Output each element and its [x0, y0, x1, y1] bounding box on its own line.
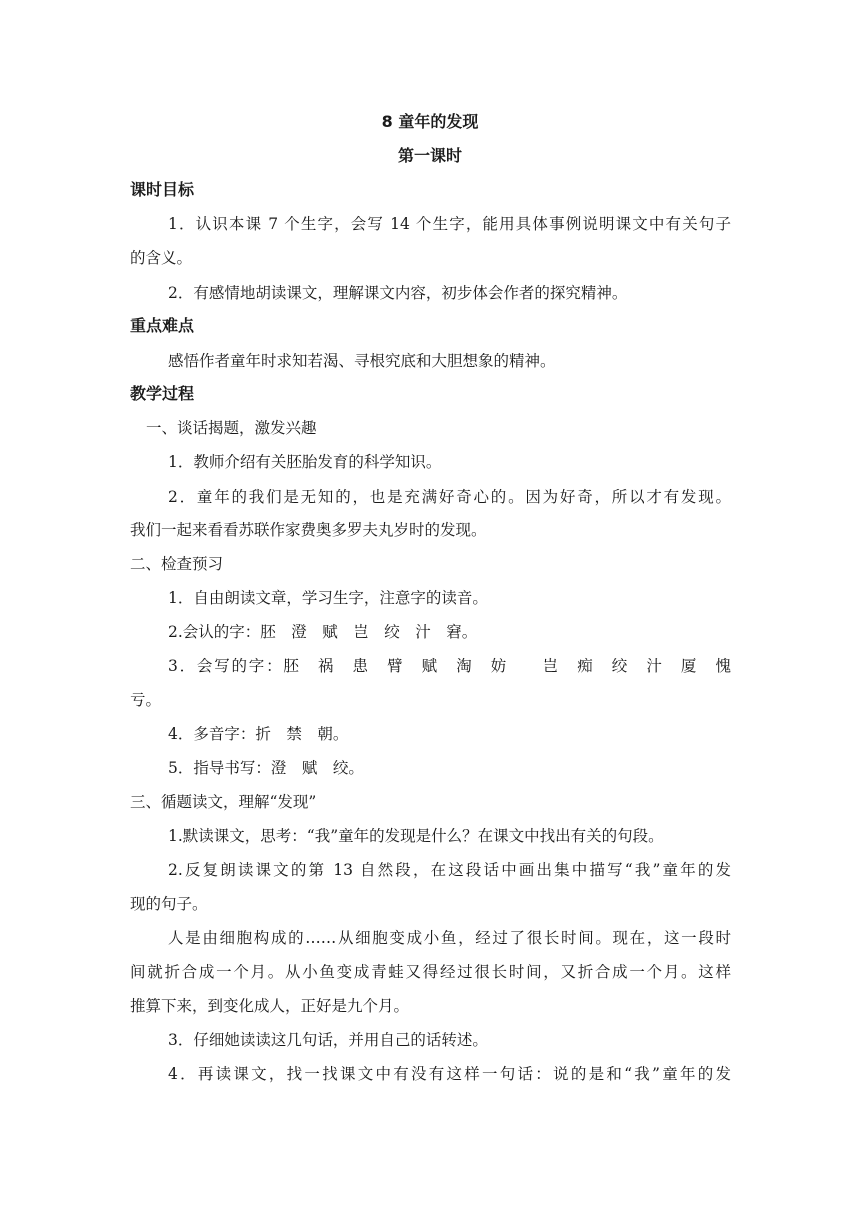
section-2-title: 二、检查预习: [130, 555, 224, 573]
key-points-text: 感悟作者童年时求知若渴、寻根究底和大胆想象的精神。: [168, 352, 556, 370]
key-points-heading: 重点难点: [130, 316, 195, 335]
goals-heading: 课时目标: [130, 180, 195, 199]
section-3-item-2-line-2: 现的句子。: [130, 895, 208, 913]
document-subtitle: 第一课时: [397, 146, 462, 165]
goal-item-1-line-2: 的含义。: [130, 249, 193, 267]
section-1-title: 一、谈话揭题，激发兴趣: [146, 419, 317, 437]
section-1-item-2-line-1: 2．童年的我们是无知的，也是充满好奇心的。因为好奇，所以才有发现。: [168, 488, 731, 506]
quote-line-2: 间就折合成一个月。从小鱼变成青蛙又得经过很长时间，又折合成一个月。这样: [130, 963, 731, 981]
section-1-item-2-line-2: 我们一起来看看苏联作家费奥多罗夫丸岁时的发现。: [130, 521, 487, 539]
section-2-item-1: 1．自由朗读文章，学习生字，注意字的读音。: [168, 589, 488, 607]
section-3-item-1: 1.默读课文，思考：“我”童年的发现是什么？在课文中找出有关的句段。: [168, 827, 664, 845]
section-3-item-2-line-1: 2.反复朗读课文的第 13 自然段，在这段话中画出集中描写“我”童年的发: [168, 861, 731, 879]
goal-item-1-line-1: 1．认识本课 7 个生字，会写 14 个生字，能用具体事例说明课文中有关句子: [168, 215, 731, 233]
document-title: 8 童年的发现: [381, 112, 479, 131]
section-3-title: 三、循题读文，理解“发现”: [130, 793, 317, 811]
process-heading: 教学过程: [130, 384, 195, 403]
section-1-item-1: 1．教师介绍有关胚胎发育的科学知识。: [168, 453, 442, 471]
section-2-item-5: 5．指导书写：澄 赋 绞。: [168, 759, 364, 777]
section-2-item-4: 4．多音字：折 禁 朝。: [168, 725, 349, 743]
goal-item-2: 2．有感情地胡读课文，理解课文内容，初步体会作者的探究精神。: [168, 284, 628, 302]
section-3-item-3: 3．仔细她读读这几句话，并用自己的话转述。: [168, 1031, 488, 1049]
section-3-item-4-line-1: 4．再读课文，找一找课文中有没有这样一句话：说的是和“我”童年的发: [168, 1065, 731, 1083]
quote-line-1: 人是由细胞构成的……从细胞变成小鱼，经过了很长时间。现在，这一段时: [168, 929, 731, 947]
section-2-item-2: 2.会认的字：胚 澄 赋 岂 绞 汁 窘。: [168, 623, 478, 641]
quote-line-3: 推算下来，到变化成人，正好是九个月。: [130, 997, 410, 1015]
section-2-item-3-line-2: 亏。: [130, 691, 162, 709]
section-2-item-3-line-1: 3．会写的字：胚 祸 患 臂 赋 淘 妨 岂 痴 绞 汁 厦 愧: [168, 657, 731, 675]
